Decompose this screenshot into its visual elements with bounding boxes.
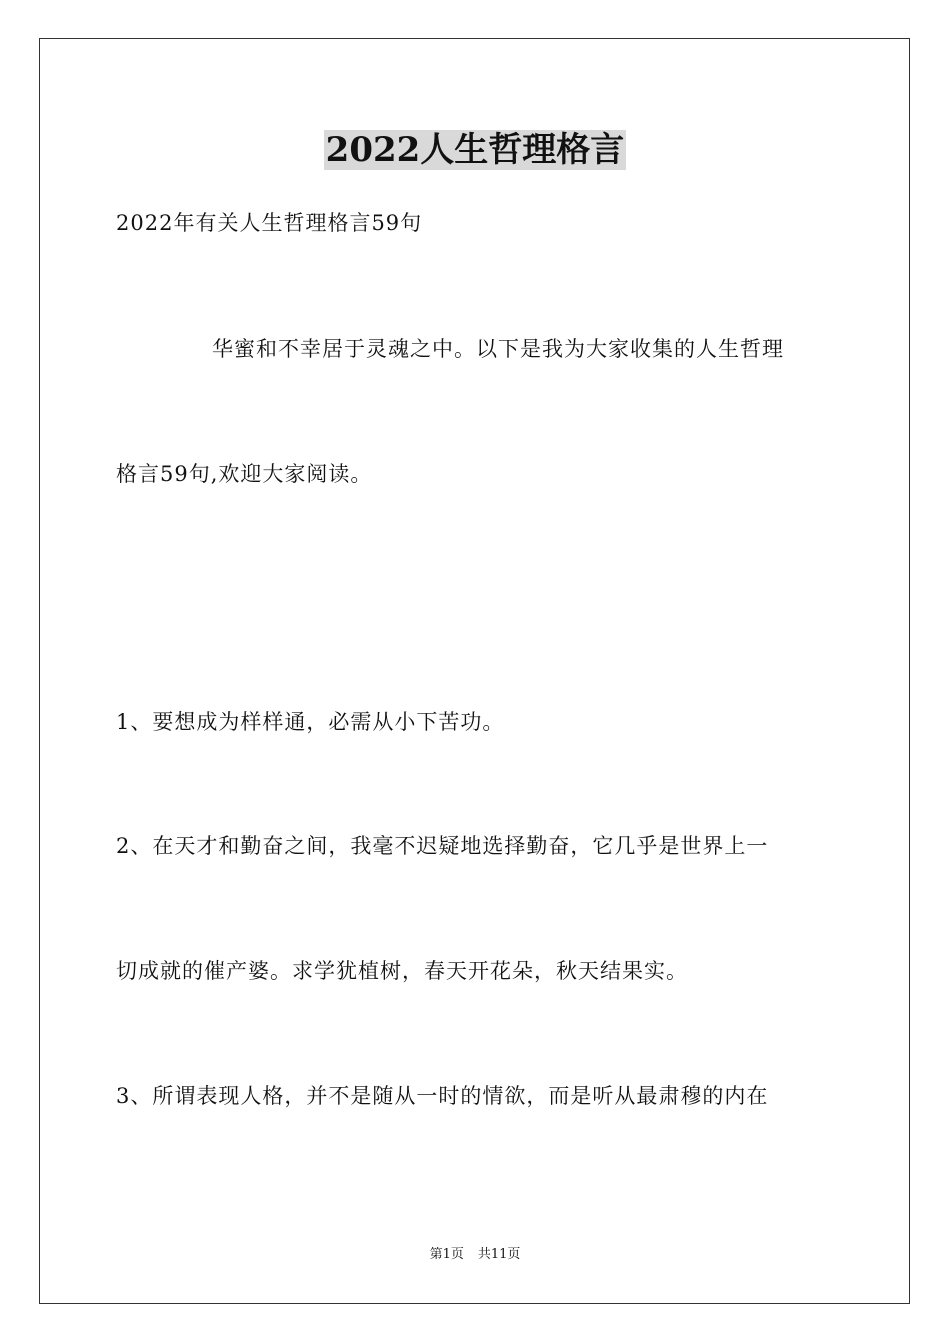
list-item-3-line-1: 3、所谓表现人格，并不是随从一时的情欲，而是听从最肃穆的内在 xyxy=(116,1084,769,1108)
list-item-2-line-2: 切成就的催产婆。求学犹植树，春天开花朵，秋天结果实。 xyxy=(116,959,688,983)
intro-line-1: 华蜜和不幸居于灵魂之中。以下是我为大家收集的人生哲理 xyxy=(212,337,784,361)
intro-line-2: 格言59句,欢迎大家阅读。 xyxy=(116,462,373,486)
page-number: 第1页 xyxy=(429,1247,464,1262)
document-title: 2022人生哲理格言 xyxy=(325,130,625,170)
page-total: 共11页 xyxy=(477,1247,521,1262)
list-item-2-line-1: 2、在天才和勤奋之间，我毫不迟疑地选择勤奋，它几乎是世界上一 xyxy=(116,834,769,858)
document-title-block xyxy=(0,126,950,174)
page-footer xyxy=(0,1246,950,1264)
document-subtitle: 2022年有关人生哲理格言59句 xyxy=(116,211,423,235)
list-item-1: 1、要想成为样样通，必需从小下苦功。 xyxy=(116,710,505,734)
